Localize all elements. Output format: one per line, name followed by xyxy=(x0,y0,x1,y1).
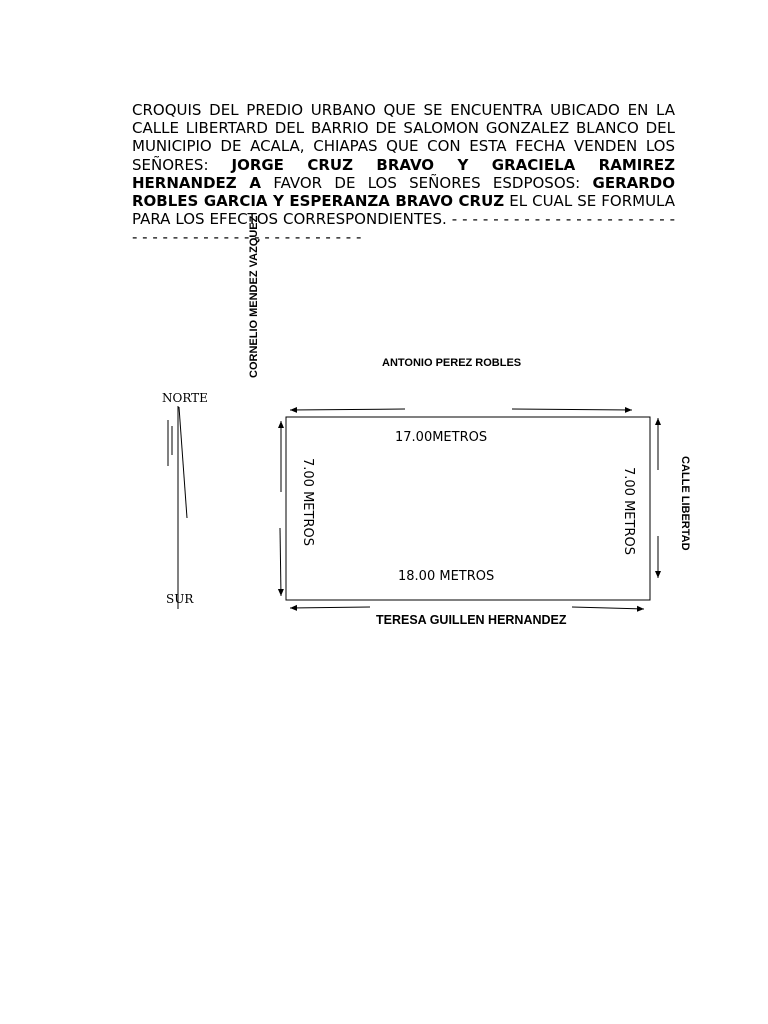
compass-north-label: NORTE xyxy=(162,391,208,405)
west-arrow-down xyxy=(280,528,281,596)
filler-dashes: - - - - - - - - - - - - - - - - - - - - - - - - - - - - - - - - - - - - - - - - - - - - - xyxy=(132,210,675,247)
east-street-label: CALLE LIBERTAD xyxy=(679,456,691,551)
west-side-measure: 7.00 METROS xyxy=(300,458,315,546)
west-neighbor-label: CORNELIO MENDEZ VAZQUEZ xyxy=(248,215,260,378)
south-arrow-right xyxy=(572,607,644,609)
sellers-names: JORGE CRUZ BRAVO Y GRACIELA RAMIREZ HERNANDEZ A xyxy=(132,155,676,192)
north-side-measure: 17.00METROS xyxy=(395,430,488,445)
buyers-names: GERARDO ROBLES GARCIA Y ESPERANZA BRAVO CRUZ xyxy=(132,173,675,211)
south-neighbor-label: TERESA GUILLEN HERNANDEZ xyxy=(376,613,567,627)
north-neighbor-label: ANTONIO PEREZ ROBLES xyxy=(382,357,522,369)
south-side-measure: 18.00 METROS xyxy=(398,569,495,584)
intro-text: CROQUIS DEL PREDIO URBANO QUE SE ENCUENTRA UBICADO EN LA CALLE LIBERTARD DEL BARRIO DE SALOMON GONZALEZ BLANCO DEL MUNICIPIO DE ACALA, CHIAPAS QUE CON ESTA FECHA VENDEN LOS SEÑORES: xyxy=(132,101,675,174)
north-arrow-right xyxy=(512,409,632,410)
north-arrow-left xyxy=(290,409,405,410)
ending-text: EL CUAL SE FORMULA PARA LOS EFECTOS CORRESPONDIENTES. xyxy=(132,192,676,229)
compass-south-label: SUR xyxy=(166,592,194,606)
middle-text: FAVOR DE LOS SEÑORES ESDPOSOS: xyxy=(261,173,593,192)
east-side-measure: 7.00 METROS xyxy=(621,467,636,555)
south-arrow-left xyxy=(290,607,370,608)
compass-needle xyxy=(179,407,187,518)
